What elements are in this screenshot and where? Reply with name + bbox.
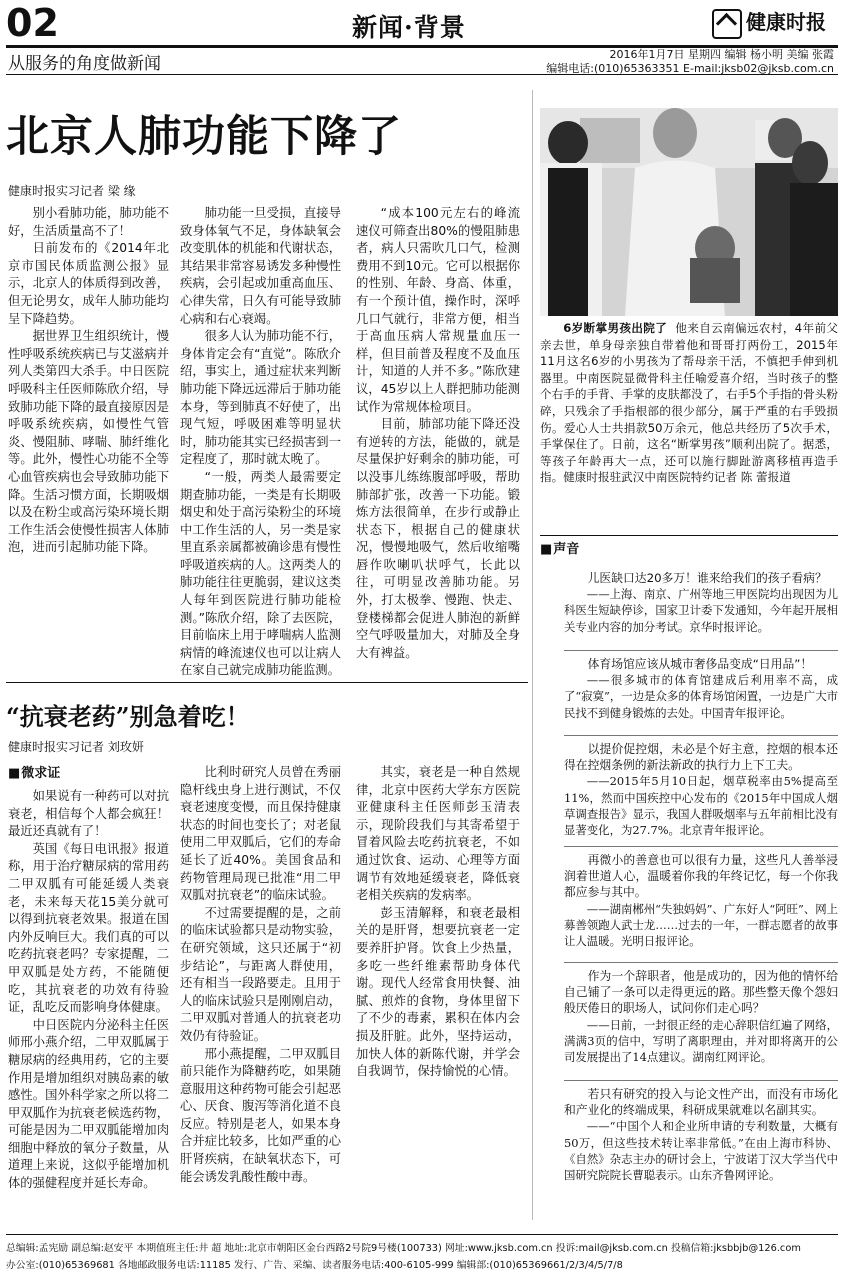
voices-top-rule	[540, 535, 838, 536]
photo-caption	[540, 320, 838, 486]
article2-paragraph: 彭玉清解释，和衰老最相关的是肝肾，想要抗衰老一定要养肝护肾。饮食上少热量，多吃一些纤维素帮助身体代谢。现代人经常食用快餐、油腻、煎炸的食物，身体里留下了不少的毒素，累积在体内会损及肝脏。此外，坚持运动，加快人体的新陈代谢，并学会自我调节，保持愉悦的心情。	[356, 905, 520, 1079]
news-photo	[540, 108, 838, 316]
article-divider	[6, 682, 528, 683]
voice-separator	[564, 735, 838, 736]
voice-item	[564, 570, 838, 635]
voice-separator	[564, 650, 838, 651]
footer-line-1: 总编辑:孟宪励 副总编:赵安平 本期值班主任:井 超 地址:北京市朝阳区金台西路2号院9号楼(100733) 网址:www.jksb.com.cn 投诉:mail@jksb.com.cn 投稿信箱:jksbbjb@126.com	[6, 1243, 801, 1254]
voice-quote: 作为一个辞职者，他是成功的，因为他的情怀给自己铺了一条可以走得更远的路。那些整天像个怨妇般厌倦日的职场人，试问你们走心吗？	[564, 969, 838, 1016]
masthead-name: 健康时报	[746, 10, 826, 34]
article2-paragraph: 中日医院内分泌科主任医师邢小燕介绍，二甲双胍属于糖尿病的经典用药，它的主要作用是增加组织对胰岛素的敏感性。国外科学家之所以将二甲双胍作为抗衰老候选药物，可能是因为二甲双胍能增加肉细胞中释放的氧分子数量，从道理上来说，这似乎能增加机体的强健程度并延长寿命。	[8, 1017, 169, 1191]
date-editor-line: 2016年1月7日 星期四 编辑 杨小明 美编 张霞	[609, 48, 834, 61]
masthead-logo-icon	[712, 9, 742, 39]
voice-item	[564, 656, 838, 721]
voice-comment: ——上海、南京、广州等地三甲医院均出现因为儿科医生短缺停诊，国家卫计委下发通知，今年起开展相关专业内容的加分考试。京华时报评论。	[564, 587, 838, 634]
voice-comment: ——湖南郴州“失独妈妈”、广东好人“阿旺”、网上募善领跑人武士龙……过去的一年，一群志愿者的故事让人温暖。光明日报评论。	[564, 901, 838, 949]
article2-paragraph: 比利时研究人员曾在秀丽隐杆线虫身上进行测试，不仅衰老速度变慢，而且保持健康状态的时间也变长了；对老鼠使用二甲双胍后，它们的寿命延长了近40%。美国食品和药物管理局现已批准“用二甲双胍对抗衰老”的临床试验。	[180, 765, 341, 903]
article1-paragraph: “一般，两类人最需要定期查肺功能，一类是有长期吸烟史和处于高污染粉尘的环境中工作生活的人，另一类是家里直系亲属都被确诊患有慢性呼吸道疾病的人。这两类人的肺功能往往更脆弱，建议这类人每年到医院进行肺功能检测。”陈欣介绍，除了去医院，目前临床上用于哮喘病人监测病情的峰流速仪也可以让病人在家自己就完成肺功能监测。	[180, 469, 341, 678]
caption-text: 他来自云南偏远农村，4年前父亲去世，单身母亲独自带着他和哥哥打两份工，2015年11月这名6岁的小男孩为了帮母亲干活，不慎把手伸到机器里。中南医院显微骨科主任喻爱喜介绍，当时孩子的整个右手的手背、手掌的皮肤都没了，右手5个手指的骨头粉碎，只残余了手指根部的很少部分，属于严重的右手毁损伤。爱心人士共捐款50万余元，他总共经历了5次手术，手掌保住了。日前，这名“断掌男孩”顺利出院了。据悉，等孩子年龄再大一点，还可以施行脚趾游离移植再造手指。健康时报驻武汉中南医院特约记者 陈 蕾报道	[540, 321, 838, 485]
footer-line-2: 办公室:(010)65369681 各地邮政服务电话:11185 发行、广告、采编、读者服务电话:400-6105-999 编辑部:(010)65369661/2/3/4/5/7/8	[6, 1260, 623, 1271]
article2-byline: 健康时报实习记者 刘玫妍	[8, 740, 144, 754]
voice-separator	[564, 846, 838, 847]
article1-byline: 健康时报实习记者 梁 缘	[8, 184, 136, 198]
voice-quote: 若只有研究的投入与论文性产出，而没有市场化和产业化的终端成果，科研成果就难以名副其实。	[564, 1087, 838, 1118]
article1-paragraph: 日前发布的《2014年北京市国民体质监测公报》显示，北京人的体质得到改善，但无论男女，成年人肺功能均呈下降趋势。	[8, 241, 169, 326]
article1-column-3	[356, 205, 520, 662]
article2-paragraph: 其实，衰老是一种自然规律，北京中医药大学东方医院亚健康科主任医师彭玉清表示，现阶段我们与其寄希望于冒着风险去吃药抗衰老，不如通过饮食、运动、心理等方面调节有效地延缓衰老，降低衰老相关疾病的发病率。	[356, 765, 520, 903]
footer-rule	[6, 1234, 838, 1235]
caption-title: 6岁断掌男孩出院了	[563, 321, 668, 335]
page-number: 02	[6, 1, 59, 45]
contact-line: 编辑电话:(010)65363351 E-mail:jksb02@jksb.com.cn	[546, 62, 834, 75]
article1-column-2	[180, 205, 341, 680]
section-title: 新闻·背景	[352, 13, 466, 42]
voice-comment: ——2015年5月10日起，烟草税率由5%提高至11%，然而中国疾控中心发布的《2015年中国成人烟草调查报告》显示，我国人群吸烟率与五年前相比没有显著变化，为27.7%。北京青年报评论。	[564, 774, 838, 838]
voice-comment: ——日前，一封很正经的走心辞职信红遍了网络，满满3页的信中，写明了离职理由，并对即将离开的公司发展提出了14点建议。湖南红网评论。	[564, 1017, 838, 1065]
article1-paragraph: 很多人认为肺功能不行，身体肯定会有“直觉”。陈欣介绍，事实上，通过症状来判断肺功能下降远远滞后于肺功能本身，等到肺真不好使了，出现气短，呼吸困难等明显状时，肺功能其实已经损害到一定程度了，那时就太晚了。	[180, 329, 341, 467]
voice-comment: ——“中国个人和企业所申请的专利数量，大概有50万，但这些技术转让率非常低。”在由上海市科协、《自然》杂志主办的研讨会上，宁波诺丁汉大学当代中国研究院院长曹聪表示。山东齐鲁网评论。	[564, 1119, 838, 1183]
article2-headline: “抗衰老药”别急着吃！	[6, 702, 250, 731]
slogan: 从服务的角度做新闻	[8, 54, 161, 74]
voice-separator	[564, 962, 838, 963]
article2-paragraph: 英国《每日电讯报》报道称，用于治疗糖尿病的常用药二甲双胍有可能延缓人类衰老，未来每天花15美分就可以得到抗衰老效果。报道在国内外反响巨大。我们真的可以吃药抗衰老吗？专家提醒，二甲双胍是处方药，不能随便吃，其抗衰老的功效有待验证，乱吃反而影响身体健康。	[8, 841, 169, 1015]
article2-paragraph: 如果说有一种药可以对抗衰老，相信每个人都会疯狂！最近还真就有了！	[8, 789, 169, 839]
article2-paragraph: 不过需要提醒的是，之前的临床试验都只是动物实验，在研究领域，这只还属于“初步结论”，与距离人群使用，还有相当一段路要走。且用于人的临床试验只是刚刚启动，二甲双胍对普通人的抗衰老功效仍有待验证。	[180, 905, 341, 1043]
photo-illustration	[540, 108, 838, 316]
voice-item	[564, 968, 838, 1065]
article2-column-3	[356, 764, 520, 1081]
article1-column-1	[8, 205, 169, 557]
article1-paragraph: 目前，肺部功能下降还没有逆转的方法，能做的，就是尽量保护好剩余的肺功能，可以没事儿练练腹部呼吸，帮助肺部扩张，改善一下功能。锻炼方法很简单，在步行或静止状态下，根据自己的健康状况，慢慢地吸气，然后收缩嘴唇作吹喇叭状呼气，长此以往，可明显改善肺功能。另外，打太极拳、慢跑、快走、登楼梯都会促进人肺泡的新鲜空气呼吸量加大，对肺及全身大有裨益。	[356, 417, 520, 660]
article1-paragraph: 别小看肺功能，肺功能不好，生活质量高不了！	[8, 206, 169, 238]
voices-tag: ■ 声音	[540, 538, 579, 557]
voice-comment: ——很多城市的体育馆建成后利用率不高，成了“寂寞”，一边是众多的体育场馆闲置，一边是广大市民找不到健身锻炼的去处。中国青年报评论。	[564, 673, 838, 720]
voice-quote: 再微小的善意也可以很有力量，这些凡人善举浸润着世道人心，温暖着你我的年终记忆，每一个你我都应参与其中。	[564, 853, 838, 900]
column-separator	[532, 90, 533, 1220]
voice-separator	[564, 1080, 838, 1081]
voice-item	[564, 852, 838, 949]
article2-paragraph: 邢小燕提醒，二甲双胍目前只能作为降糖药吃，如果随意服用这种药物可能会引起恶心、厌食、腹泻等消化道不良反应。特别是老人，如果本身合并症比较多，比如严重的心肝肾疾病，在缺氧状态下，可能会诱发乳酸性酸中毒。	[180, 1046, 341, 1184]
voice-quote: 儿医缺口达20多万！谁来给我们的孩子看病？	[587, 571, 827, 585]
header-sub-rule	[6, 74, 838, 75]
voice-quote: 以提价促控烟，未必是个好主意，控烟的根本还得在控烟条例的新法新政的执行力上下工夫。	[564, 742, 838, 773]
article1-paragraph: 据世界卫生组织统计，慢性呼吸系统疾病已与艾滋病并列人类第四大杀手。中日医院呼吸科主任医师陈欣介绍，导致肺功能下降的最直接原因是呼吸系统疾病，如慢性气管炎、慢阻肺、哮喘、肺纤维化等。此外，慢性心功能不全等心血管疾病也会导致肺功能下降。生活习惯方面，长期吸烟以及在粉尘或高污染环境长期工作生活会使慢性损害人体肺泡，进而引起肺功能下降。	[8, 329, 169, 555]
voice-item	[564, 741, 838, 838]
article2-column-1	[8, 788, 169, 1193]
article2-column-2	[180, 764, 341, 1186]
masthead	[712, 6, 826, 39]
article1-paragraph: “成本100元左右的峰流速仪可筛查出80%的慢阻肺患者，病人只需吹几口气，检测费用不到10元。它可以根据你的性别、年龄、身高、体重，有一个预计值，操作时，深呼几口气就行，非常方便，相当于高血压病人常规量血压一样，但目前普及程度不及血压计，知道的人并不多。”陈欣建议，45岁以上人群把肺功能测试作为常规体检项目。	[356, 206, 520, 414]
article1-paragraph: 肺功能一旦受损，直接导致身体氧气不足，身体缺氧会改变肌体的机能和代谢状态，其结果非常容易诱发多种慢性疾病，会引起或加重高血压、心律失常，日久有可能导致肺心病和右心衰竭。	[180, 206, 341, 326]
article1-headline: 北京人肺功能下降了	[6, 112, 402, 162]
voice-item	[564, 1086, 838, 1183]
voice-quote: 体育场馆应该从城市奢侈品变成“日用品”！	[587, 657, 813, 671]
article2-tag: ■ 微求证	[8, 762, 60, 781]
